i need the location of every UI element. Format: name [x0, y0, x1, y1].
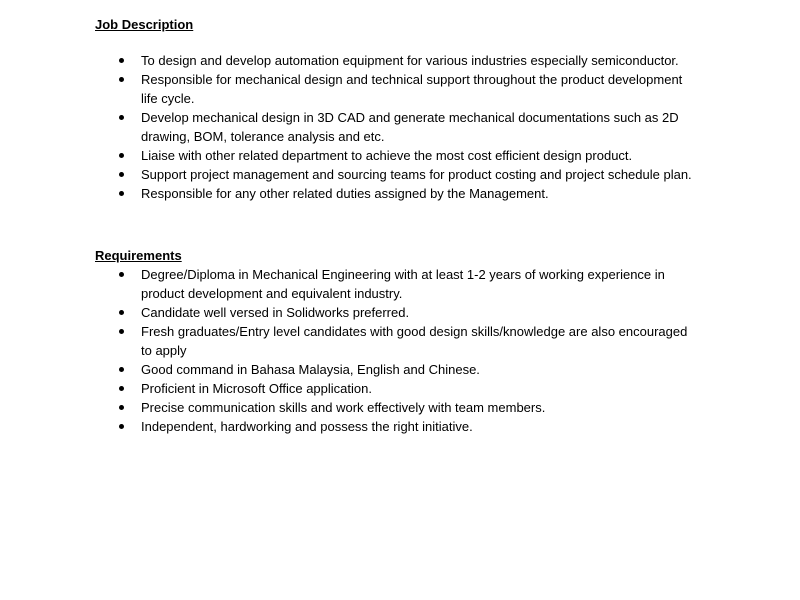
list-item: To design and develop automation equipment for various industries especially semiconductor. — [95, 51, 735, 70]
list-item: Candidate well versed in Solidworks preferred. — [95, 303, 735, 322]
list-item: Degree/Diploma in Mechanical Engineering with at least 1-2 years of working experience in product development and equivalent industry. — [95, 265, 735, 303]
job-description-list — [95, 51, 735, 203]
job-description-section — [95, 16, 735, 203]
list-item: Independent, hardworking and possess the right initiative. — [95, 417, 735, 436]
list-item: Precise communication skills and work effectively with team members. — [95, 398, 735, 417]
list-item: Proficient in Microsoft Office application. — [95, 379, 735, 398]
requirements-list — [95, 265, 735, 436]
requirements-section — [95, 247, 735, 436]
job-description-heading: Job Description — [95, 17, 194, 32]
list-item: Good command in Bahasa Malaysia, English and Chinese. — [95, 360, 735, 379]
list-item: Support project management and sourcing teams for product costing and project schedule plan. — [95, 165, 735, 184]
list-item: Responsible for mechanical design and technical support throughout the product development life cycle. — [95, 70, 735, 108]
requirements-heading: Requirements — [95, 248, 182, 263]
list-item: Fresh graduates/Entry level candidates with good design skills/knowledge are also encouraged to apply — [95, 322, 735, 360]
list-item: Liaise with other related department to achieve the most cost efficient design product. — [95, 146, 735, 165]
list-item: Responsible for any other related duties assigned by the Management. — [95, 184, 735, 203]
list-item: Develop mechanical design in 3D CAD and generate mechanical documentations such as 2D drawing, BOM, tolerance analysis and etc. — [95, 108, 735, 146]
